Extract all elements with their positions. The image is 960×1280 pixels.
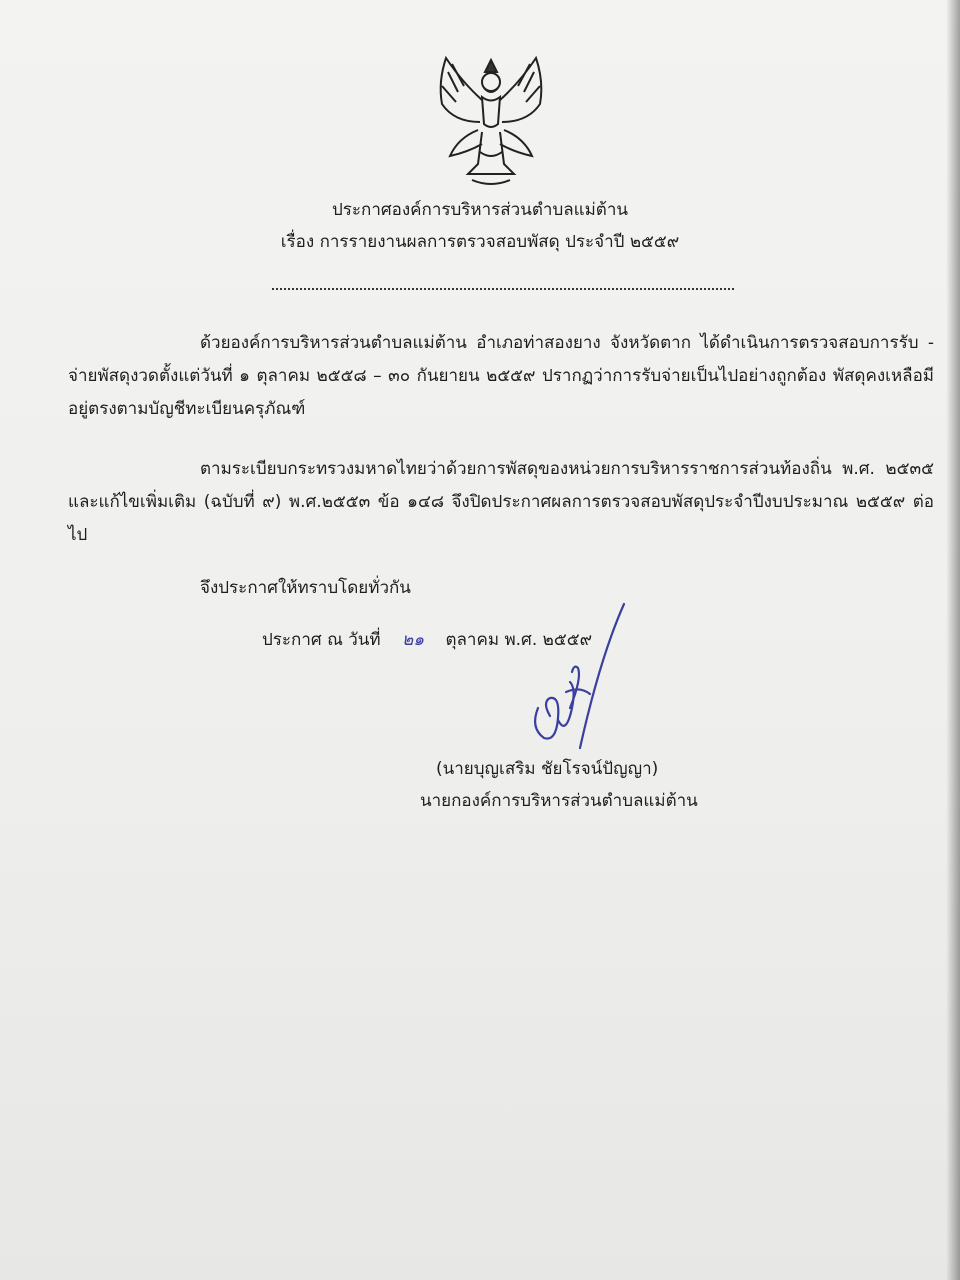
closing-statement: จึงประกาศให้ทราบโดยทั่วกัน <box>200 578 411 598</box>
handwritten-signature <box>520 598 640 758</box>
garuda-emblem <box>428 52 554 192</box>
dotted-divider <box>272 288 734 290</box>
date-month-year: ตุลาคม พ.ศ. ๒๕๕๙ <box>445 630 593 650</box>
signatory-name: (นายบุญเสริม ชัยโรจน์ปัญญา) <box>436 759 659 779</box>
announcement-title: ประกาศองค์การบริหารส่วนตำบลแม่ต้าน <box>331 200 629 220</box>
body-paragraph-2: ตามระเบียบกระทรวงมหาดไทยว่าด้วยการพัสดุของหน่วยการบริหารราชการส่วนท้องถิ่น พ.ศ. ๒๕๓๕ และแก้ไขเพิ่มเติม (ฉบับที่ ๙) พ.ศ.๒๕๕๓ ข้อ ๑๔๘ จึงปิดประกาศผลการตรวจสอบพัสดุประจำปีงบประมาณ ๒๕๕๙ ต่อไป <box>68 459 934 545</box>
signatory-title: นายกองค์การบริหารส่วนตำบลแม่ต้าน <box>420 791 698 811</box>
date-day: ๒๑ <box>402 630 425 650</box>
body-paragraph-1: ด้วยองค์การบริหารส่วนตำบลแม่ต้าน อำเภอท่าสองยาง จังหวัดตาก ได้ดำเนินการตรวจสอบการรับ - จ่ายพัสดุงวดตั้งแต่วันที่ ๑ ตุลาคม ๒๕๕๘ – ๓๐ กันยายน ๒๕๕๙ ปรากฏว่าการรับจ่ายเป็นไปอย่างถูกต้อง พัสดุคงเหลือมีอยู่ตรงตามบัญชีทะเบียนครุภัณฑ์ <box>68 333 934 419</box>
date-prefix: ประกาศ ณ วันที่ <box>262 630 381 650</box>
announcement-subject: เรื่อง การรายงานผลการตรวจสอบพัสดุ ประจำปี ๒๕๕๙ <box>280 232 680 252</box>
